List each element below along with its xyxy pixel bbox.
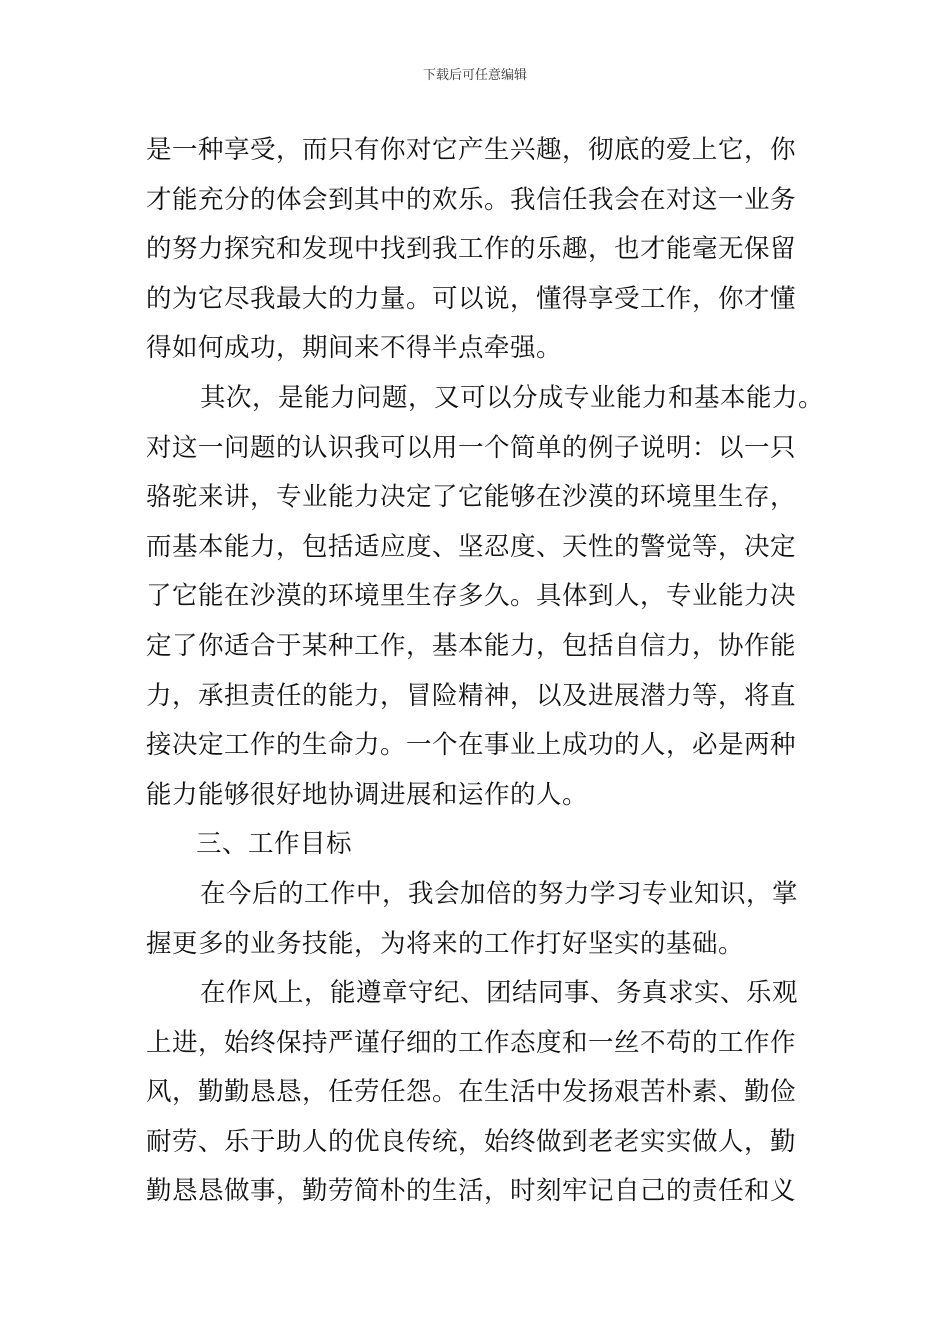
text-line: 得如何成功，期间来不得半点牵强。 [146,333,563,364]
text-line: 风，勤勤恳恳，任劳任怨。在生活中发扬艰苦朴素、勤俭 [146,1077,797,1108]
text-line: 骆驼来讲，专业能力决定了它能够在沙漠的环境里生存， [146,482,797,513]
text-line: 能力能够很好地协调进展和运作的人。 [146,779,589,810]
text-line: 的为它尽我最大的力量。可以说，懂得享受工作，你才懂 [146,283,797,314]
paragraph-start-line: 其次，是能力问题，又可以分成专业能力和基本能力。 [200,382,825,413]
paragraph-start-line: 在今后的工作中，我会加倍的努力学习专业知识，掌 [200,878,799,909]
page-header: 下载后可任意编辑 [422,68,527,83]
text-line: 对这一问题的认识我可以用一个简单的例子说明：以一只 [146,432,797,463]
text-line: 耐劳、乐于助人的优良传统，始终做到老老实实做人，勤 [146,1126,797,1157]
text-line: 上进，始终保持严谨仔细的工作态度和一丝不苟的工作作 [146,1027,797,1058]
text-line: 接决定工作的生命力。一个在事业上成功的人，必是两种 [146,730,797,761]
text-line: 勤恳恳做事，勤劳简朴的生活，时刻牢记自己的责任和义 [146,1176,797,1207]
paragraph-start-line: 在作风上，能遵章守纪、团结同事、务真求实、乐观 [200,978,799,1009]
text-line: 定了你适合于某种工作，基本能力，包括自信力，协作能 [146,630,797,661]
text-line: 才能充分的体会到其中的欢乐。我信任我会在对这一业务 [146,184,797,215]
text-line: 握更多的业务技能，为将来的工作打好坚实的基础。 [146,928,745,959]
section-heading: 三、工作目标 [196,829,353,860]
text-line: 而基本能力，包括适应度、坚忍度、天性的警觉等，决定 [146,531,797,562]
text-line: 的努力探究和发现中找到我工作的乐趣，也才能毫无保留 [146,234,797,265]
text-line: 是一种享受，而只有你对它产生兴趣，彻底的爱上它，你 [146,135,797,165]
text-line: 了它能在沙漠的环境里生存多久。具体到人，专业能力决 [146,581,797,612]
text-line: 力，承担责任的能力，冒险精神，以及进展潜力等，将直 [146,680,797,711]
body-text [146,126,826,1217]
